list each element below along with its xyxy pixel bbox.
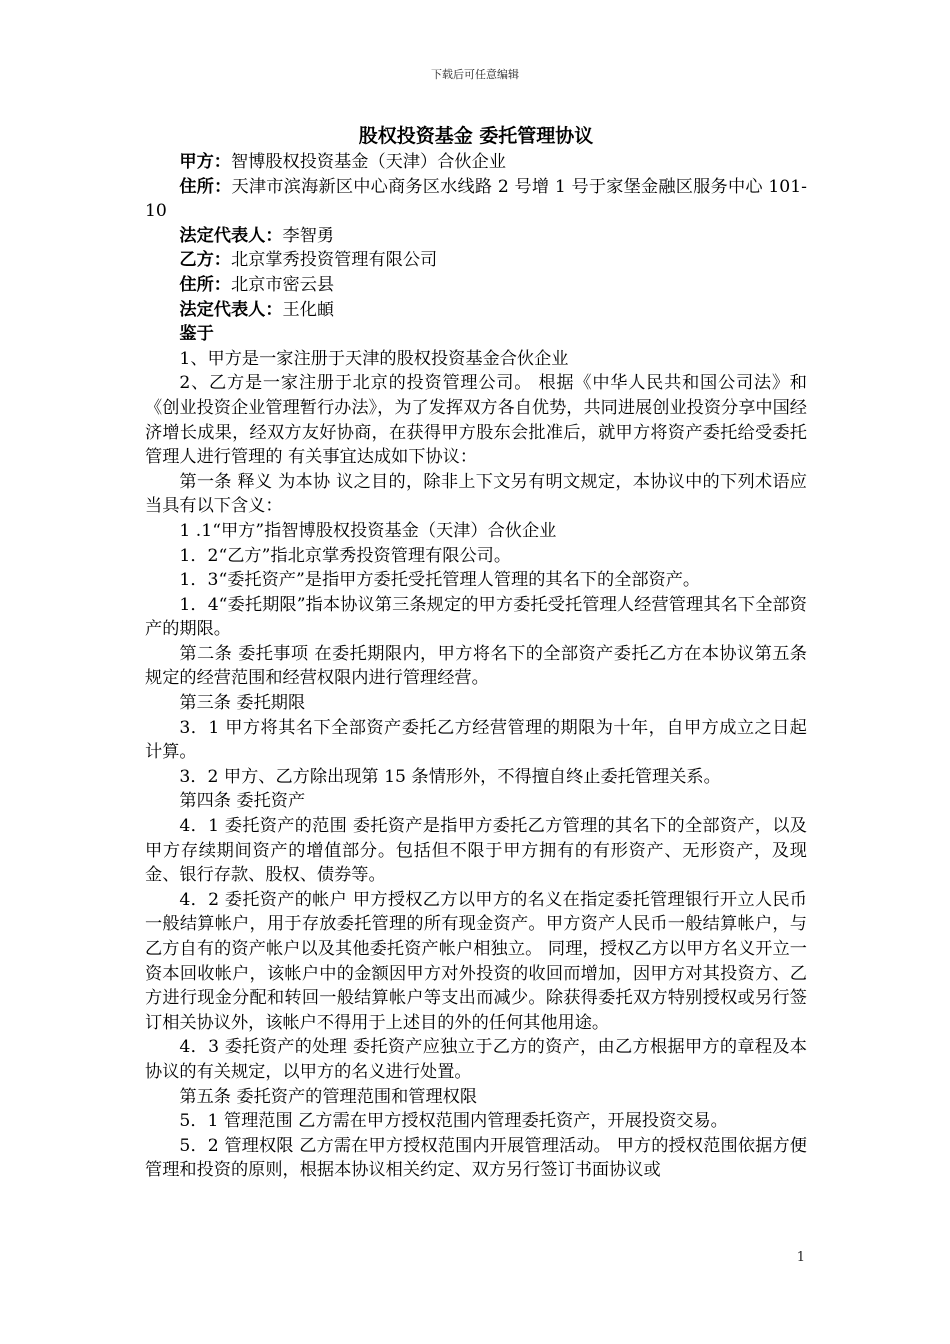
party-a-rep-line: 法定代表人：李智勇 — [179, 225, 335, 246]
party-b-address-value: 北京市密云县 — [230, 274, 335, 295]
party-a-line: 甲方：智博股权投资基金（天津）合伙企业 — [179, 152, 506, 172]
party-a-address-line: 住所：天津市滨海新区中心商务区水线路 2 号增 1 号于家堡金融区服务中心 101-10 — [145, 176, 807, 222]
party-b-rep-label: 法定代表人 — [179, 299, 266, 320]
paragraph: 第一条 释义 为本协 议之目的，除非上下文另有明文规定，本协议中的下列术语应当具有以下含义： — [145, 471, 807, 517]
paragraph: 3．2 甲方、乙方除出现第 15 条情形外，不得擅自终止委托管理关系。 — [179, 766, 721, 787]
party-b-label: 乙方 — [179, 250, 214, 271]
paragraph: 第五条 委托资产的管理范围和管理权限 — [179, 1086, 478, 1107]
party-b-rep-line: 法定代表人：王化頔 — [179, 299, 335, 320]
paragraph: 4．1 委托资产的范围 委托资产是指甲方委托乙方管理的其名下的全部资产，以及甲方存续期间资产的增值部分。包括但不限于甲方拥有的有形资产、无形资产，及现金、银行存款、股权、债券等。 — [145, 816, 807, 886]
party-a-rep-label: 法定代表人 — [179, 225, 266, 246]
paragraph: 1 .1“甲方”指智博股权投资基金（天津）合伙企业 — [179, 520, 557, 541]
paragraph: 1．2“乙方”指北京掌秀投资管理有限公司。 — [179, 545, 512, 566]
party-b-value: 北京掌秀投资管理有限公司 — [230, 250, 438, 271]
party-b-address-line: 住所：北京市密云县 — [179, 274, 335, 295]
paragraph: 第三条 委托期限 — [179, 693, 306, 714]
paragraph: 1、甲方是一家注册于天津的股权投资基金合伙企业 — [179, 348, 569, 369]
paragraph: 5．1 管理范围 乙方需在甲方授权范围内管理委托资产，开展投资交易。 — [179, 1111, 728, 1132]
party-a-value: 智博股权投资基金（天津）合伙企业 — [230, 152, 506, 172]
paragraph: 4．2 委托资产的帐户 甲方授权乙方以甲方的名义在指定委托管理银行开立人民币一般结算帐户，用于存放委托管理的所有现金资产。甲方资产人民币一般结算帐户，与乙方自有的资产帐户以及其他委托资产帐户相独立。 同理，授权乙方以甲方名义开立一资本回收帐户，该帐户中的金额因甲方对外投资的收回而增加，因甲方对其投资方、乙方进行现金分配和转回一般结算帐户等支出而减少。除获得委托双方特别授权或另行签订相关协议外，该帐户不得用于上述目的外的任何其他用途。 — [145, 889, 807, 1033]
paragraph: 4．3 委托资产的处理 委托资产应独立于乙方的资产，由乙方根据甲方的章程及本协议的有关规定，以甲方的名义进行处置。 — [145, 1037, 807, 1082]
document-body — [145, 122, 807, 1183]
paragraph: 5．2 管理权限 乙方需在甲方授权范围内开展管理活动。 甲方的授权范围依据方便管理和投资的原则，根据本协议相关约定、双方另行签订书面协议或 — [145, 1135, 807, 1181]
paragraph: 1．4“委托期限”指本协议第三条规定的甲方委托受托管理人经营管理其名下全部资产的期限。 — [145, 594, 807, 640]
paragraph: 2、乙方是一家注册于北京的投资管理公司。 根据《中华人民共和国公司法》和《创业投资企业管理暂行办法》，为了发挥双方各自优势，共同进展创业投资分享中国经济增长成果，经双方友好协商，在获得甲方股东会批准后，就甲方将资产委托给受委托管理人进行管理的 有关事宜达成如下协议： — [145, 373, 807, 468]
document-title: 股权投资基金 委托管理协议 — [358, 125, 594, 147]
party-b-rep-value: 王化頔 — [282, 299, 335, 320]
party-a-address-label: 住所 — [179, 176, 215, 197]
party-b-line: 乙方：北京掌秀投资管理有限公司 — [179, 250, 438, 271]
paragraph: 1．3“委托资产”是指甲方委托受托管理人管理的其名下的全部资产。 — [179, 570, 701, 591]
party-a-address-value: 天津市滨海新区中心商务区水线路 2 号增 1 号于家堡金融区服务中心 101-10 — [145, 176, 807, 222]
page-header-note: 下载后可任意编辑 — [431, 68, 519, 81]
party-b-address-label: 住所 — [179, 274, 214, 295]
paragraph: 第四条 委托资产 — [179, 791, 306, 812]
whereas-heading: 鉴于 — [179, 324, 214, 345]
paragraph: 3．1 甲方将其名下全部资产委托乙方经营管理的期限为十年，自甲方成立之日起计算。 — [145, 717, 807, 763]
page-number: 1 — [796, 1250, 805, 1265]
paragraph: 第二条 委托事项 在委托期限内，甲方将名下的全部资产委托乙方在本协议第五条规定的经营范围和经营权限内进行管理经营。 — [145, 643, 807, 689]
party-a-label: 甲方 — [179, 152, 214, 172]
party-a-rep-value: 李智勇 — [282, 225, 335, 246]
